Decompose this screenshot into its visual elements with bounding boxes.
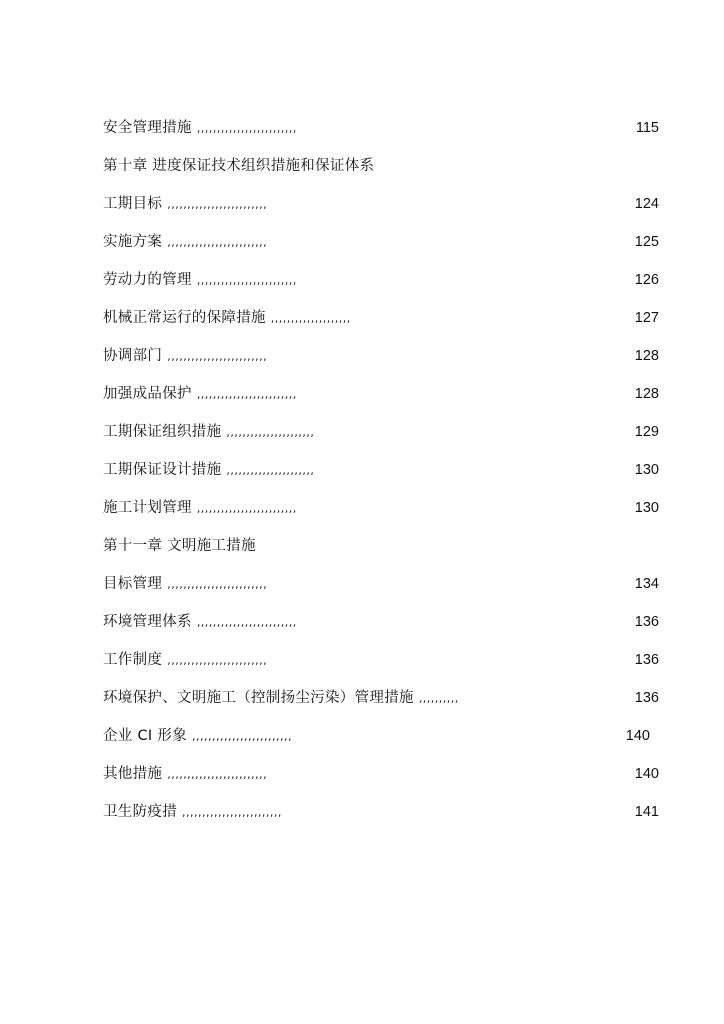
- toc-entry[interactable]: [103, 800, 659, 838]
- toc-leader-dots: ,,,,,,,,,,,,,,,,,,,,,,,,,: [196, 388, 297, 401]
- toc-leader-dots: ,,,,,,,,,,,,,,,,,,,,,,: [226, 464, 315, 477]
- toc-entry[interactable]: [103, 572, 659, 610]
- toc-page-number: 127: [634, 310, 659, 326]
- toc-entry-title: 工期保证组织措施: [103, 424, 222, 440]
- toc-entry[interactable]: [103, 724, 659, 762]
- toc-entry-title: 工期目标: [103, 196, 163, 212]
- toc-page-number: 126: [634, 272, 659, 288]
- toc-page-number: 136: [634, 652, 659, 668]
- toc-entry-title: 第十一章 文明施工措施: [103, 538, 256, 554]
- toc-leader-dots: ,,,,,,,,,,,,,,,,,,,,,,,,,: [196, 616, 297, 629]
- toc-entry[interactable]: [103, 268, 659, 306]
- toc-page-number: 134: [634, 576, 659, 592]
- toc-leader-dots: ,,,,,,,,,,,,,,,,,,,,,,,,,: [196, 274, 297, 287]
- toc-entry-title: 环境管理体系: [103, 614, 192, 630]
- toc-leader-dots: ,,,,,,,,,,,,,,,,,,,,,,,,,: [167, 236, 268, 249]
- toc-leader-dots: ,,,,,,,,,,,,,,,,,,,,,,,,,: [167, 654, 268, 667]
- toc-leader-dots: ,,,,,,,,,,,,,,,,,,,,: [270, 312, 351, 325]
- toc-entry-title: 协调部门: [103, 348, 163, 364]
- toc-entry[interactable]: [103, 230, 659, 268]
- toc-entry[interactable]: [103, 420, 659, 458]
- toc-page-number: 124: [634, 196, 659, 212]
- toc-entry-title: 企业 CI 形象: [103, 728, 188, 744]
- toc-entry-title: 卫生防疫措: [103, 804, 177, 820]
- toc-page-number: 115: [635, 120, 659, 136]
- toc-leader-dots: ,,,,,,,,,,,,,,,,,,,,,,,,,: [167, 350, 268, 363]
- toc-entry[interactable]: [103, 686, 659, 724]
- toc-entry-title: 劳动力的管理: [103, 272, 192, 288]
- toc-page-number: 130: [634, 500, 659, 516]
- table-of-contents: [103, 116, 659, 838]
- toc-leader-dots: ,,,,,,,,,,,,,,,,,,,,,,,,,: [192, 730, 292, 743]
- toc-leader-dots: ,,,,,,,,,,,,,,,,,,,,,,,,,: [167, 768, 268, 781]
- toc-entry[interactable]: [103, 762, 659, 800]
- toc-chapter-heading[interactable]: [103, 154, 659, 192]
- toc-page-number: 136: [634, 690, 659, 706]
- toc-entry[interactable]: [103, 116, 659, 154]
- toc-leader-dots: ,,,,,,,,,,: [418, 692, 459, 705]
- toc-leader-dots: ,,,,,,,,,,,,,,,,,,,,,,,,,: [196, 122, 297, 135]
- toc-entry[interactable]: [103, 496, 659, 534]
- toc-entry[interactable]: [103, 382, 659, 420]
- toc-entry-title: 工期保证设计措施: [103, 462, 222, 478]
- toc-entry[interactable]: [103, 458, 659, 496]
- toc-page-number: 136: [634, 614, 659, 630]
- toc-page-number: 125: [634, 234, 659, 250]
- toc-entry-title: 其他措施: [103, 766, 163, 782]
- toc-leader-dots: ,,,,,,,,,,,,,,,,,,,,,,,,,: [167, 198, 268, 211]
- toc-entry-title: 安全管理措施: [103, 120, 192, 136]
- toc-entry-title: 加强成品保护: [103, 386, 192, 402]
- toc-page-number: 128: [634, 348, 659, 364]
- toc-entry[interactable]: [103, 648, 659, 686]
- toc-entry[interactable]: [103, 344, 659, 382]
- toc-page-number: 130: [634, 462, 659, 478]
- toc-page-number: 140: [634, 766, 659, 782]
- toc-entry[interactable]: [103, 192, 659, 230]
- toc-entry-title: 工作制度: [103, 652, 163, 668]
- toc-entry-title: 环境保护、文明施工（控制扬尘污染）管理措施: [103, 690, 414, 706]
- toc-leader-dots: ,,,,,,,,,,,,,,,,,,,,,,,,,: [167, 578, 268, 591]
- toc-page-number: 129: [634, 424, 659, 440]
- toc-leader-dots: ,,,,,,,,,,,,,,,,,,,,,,,,,: [182, 806, 282, 819]
- toc-entry-title: 实施方案: [103, 234, 163, 250]
- toc-leader-dots: ,,,,,,,,,,,,,,,,,,,,,,,,,: [196, 502, 297, 515]
- toc-entry-title: 第十章 进度保证技术组织措施和保证体系: [103, 158, 375, 174]
- toc-entry-title: 施工计划管理: [103, 500, 192, 516]
- toc-leader-dots: ,,,,,,,,,,,,,,,,,,,,,,: [226, 426, 315, 439]
- toc-chapter-heading[interactable]: [103, 534, 659, 572]
- toc-page-number: 140: [625, 728, 650, 744]
- toc-entry-title: 目标管理: [103, 576, 163, 592]
- toc-entry-title: 机械正常运行的保障措施: [103, 310, 266, 326]
- toc-entry[interactable]: [103, 306, 659, 344]
- toc-page-number: 128: [634, 386, 659, 402]
- toc-entry[interactable]: [103, 610, 659, 648]
- toc-page-number: 141: [634, 804, 659, 820]
